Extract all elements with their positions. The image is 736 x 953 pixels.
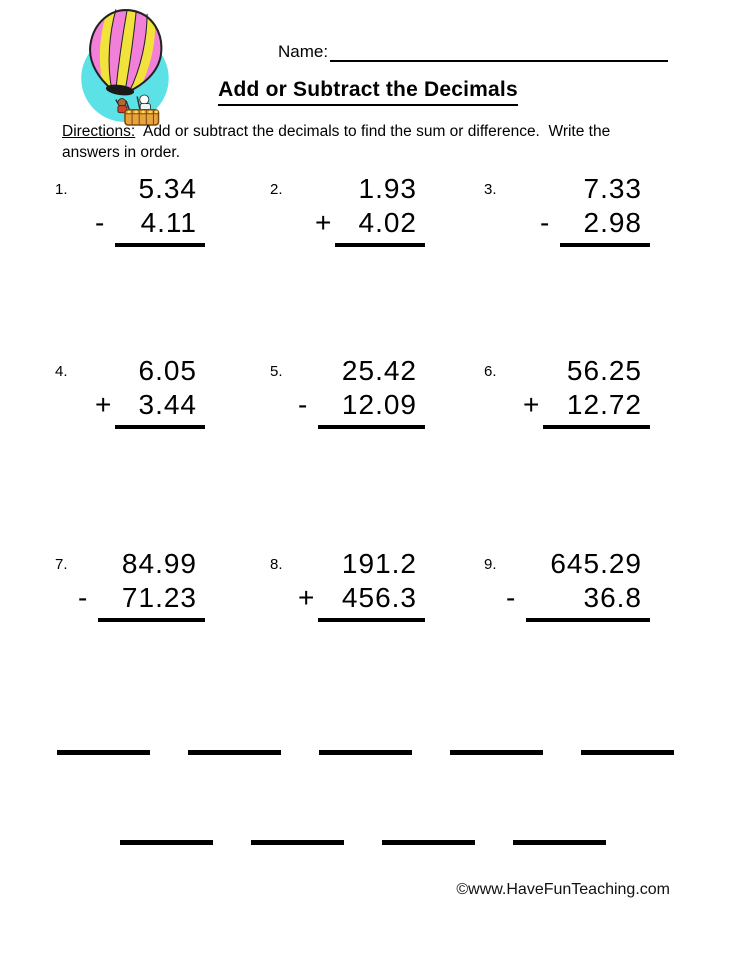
copyright-text: ©www.HaveFunTeaching.com bbox=[456, 881, 670, 898]
problem-number: 7. bbox=[55, 556, 68, 573]
operator: - bbox=[78, 582, 89, 613]
operand-top: 1.93 bbox=[358, 173, 417, 204]
answer-rule[interactable] bbox=[318, 618, 425, 622]
answer-rule[interactable] bbox=[526, 618, 650, 622]
operator: + bbox=[523, 389, 541, 420]
operand-bottom: 12.72 bbox=[566, 389, 642, 420]
operator: - bbox=[95, 207, 106, 238]
problem-stack bbox=[523, 354, 650, 429]
operand-bottom: 456.3 bbox=[341, 582, 417, 613]
answer-rule[interactable] bbox=[115, 425, 205, 429]
problem-stack bbox=[298, 547, 425, 622]
answer-blank-3[interactable] bbox=[319, 750, 412, 755]
problem-9 bbox=[484, 547, 650, 637]
operand-bottom: 4.11 bbox=[140, 207, 197, 238]
problem-stack bbox=[298, 354, 425, 429]
operand-top: 5.34 bbox=[138, 173, 197, 204]
directions-rest: Add or subtract the decimals to find the sum or difference. Write the bbox=[135, 123, 611, 140]
operator: - bbox=[540, 207, 551, 238]
answer-rule[interactable] bbox=[98, 618, 205, 622]
problem-2 bbox=[270, 172, 425, 262]
problem-number: 8. bbox=[270, 556, 283, 573]
problem-number: 1. bbox=[55, 181, 68, 198]
problem-number: 2. bbox=[270, 181, 283, 198]
answer-rule[interactable] bbox=[318, 425, 425, 429]
problem-number: 5. bbox=[270, 363, 283, 380]
directions-text bbox=[62, 121, 678, 163]
operand-top: 6.05 bbox=[138, 355, 197, 386]
problem-stack bbox=[95, 354, 205, 429]
operator: - bbox=[506, 582, 517, 613]
name-blank-line[interactable] bbox=[330, 42, 668, 62]
directions-line2: answers in order. bbox=[62, 144, 181, 161]
operator: - bbox=[298, 389, 309, 420]
problem-number: 6. bbox=[484, 363, 497, 380]
answer-blank-4[interactable] bbox=[450, 750, 543, 755]
operand-bottom: 12.09 bbox=[341, 389, 417, 420]
answer-blank-2[interactable] bbox=[188, 750, 281, 755]
answer-blank-6[interactable] bbox=[120, 840, 213, 845]
problem-number: 3. bbox=[484, 181, 497, 198]
answer-blank-7[interactable] bbox=[251, 840, 344, 845]
operand-top: 7.33 bbox=[583, 173, 642, 204]
problem-1 bbox=[55, 172, 205, 262]
answer-rule[interactable] bbox=[543, 425, 650, 429]
problem-8 bbox=[270, 547, 425, 637]
operand-bottom: 71.23 bbox=[121, 582, 197, 613]
operand-bottom: 2.98 bbox=[583, 207, 642, 238]
operand-top: 25.42 bbox=[341, 355, 417, 386]
answer-rule[interactable] bbox=[335, 243, 425, 247]
problem-3 bbox=[484, 172, 650, 262]
problem-stack bbox=[506, 547, 650, 622]
answer-blank-5[interactable] bbox=[581, 750, 674, 755]
operator: + bbox=[95, 389, 113, 420]
operand-bottom: 4.02 bbox=[358, 207, 417, 238]
operator: + bbox=[298, 582, 316, 613]
problem-4 bbox=[55, 354, 205, 444]
problem-stack bbox=[315, 172, 425, 247]
operand-bottom: 36.8 bbox=[583, 582, 642, 613]
problem-5 bbox=[270, 354, 425, 444]
answer-rule[interactable] bbox=[560, 243, 650, 247]
problem-7 bbox=[55, 547, 205, 637]
problem-stack bbox=[540, 172, 650, 247]
name-label: Name: bbox=[278, 42, 329, 61]
operand-bottom: 3.44 bbox=[138, 389, 197, 420]
answer-blank-9[interactable] bbox=[513, 840, 606, 845]
problem-stack bbox=[95, 172, 205, 247]
operand-top: 191.2 bbox=[341, 548, 417, 579]
operand-top: 84.99 bbox=[121, 548, 197, 579]
hot-air-balloon-graphic bbox=[76, 6, 178, 126]
directions-label: Directions: bbox=[62, 123, 136, 140]
answer-blank-8[interactable] bbox=[382, 840, 475, 845]
hot-air-balloon-icon bbox=[76, 6, 178, 126]
page-title-row bbox=[0, 78, 736, 106]
directions-line1 bbox=[62, 121, 678, 142]
problem-number: 9. bbox=[484, 556, 497, 573]
operator: + bbox=[315, 207, 333, 238]
problem-number: 4. bbox=[55, 363, 68, 380]
operand-top: 56.25 bbox=[566, 355, 642, 386]
problem-6 bbox=[484, 354, 650, 444]
answer-blank-1[interactable] bbox=[57, 750, 150, 755]
problem-stack bbox=[78, 547, 205, 622]
operand-top: 645.29 bbox=[550, 548, 642, 579]
answer-rule[interactable] bbox=[115, 243, 205, 247]
page-title: Add or Subtract the Decimals bbox=[218, 78, 518, 106]
